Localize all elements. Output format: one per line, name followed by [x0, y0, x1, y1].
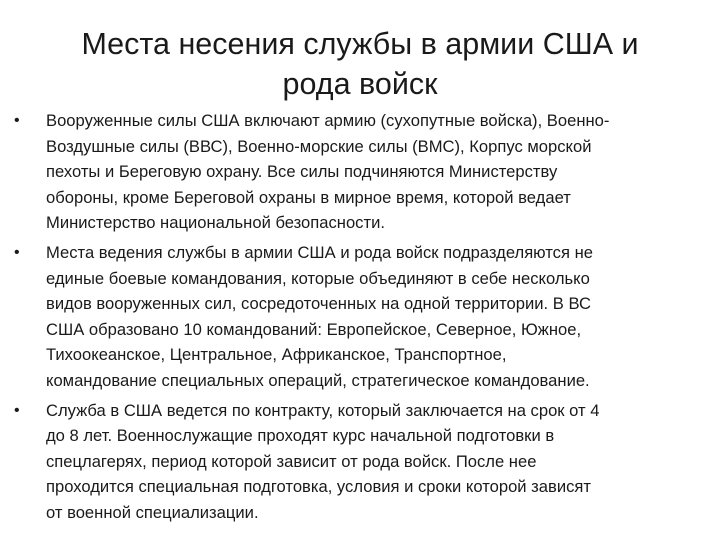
bullet-icon: • — [14, 112, 20, 129]
bullet-line: спецлагерях, период которой зависит от рода войск. После нее — [46, 451, 537, 471]
bullet-icon: • — [14, 401, 20, 419]
bullet-text — [46, 240, 714, 394]
bullet-line: Места ведения службы в армии США и рода войск подразделяются не — [46, 242, 593, 262]
bullet-icon: • — [14, 243, 20, 261]
bullet-text — [46, 398, 714, 526]
bullet-line: Министерство национальной безопасности. — [46, 213, 385, 233]
bullet-line: обороны, кроме Береговой охраны в мирное время, которой ведает — [46, 187, 571, 207]
title-line-2: рода войск — [282, 67, 438, 101]
bullet-line: видов вооруженных сил, сосредоточенных на одной территории. В ВС — [46, 294, 591, 314]
bullet-line: проходится специальная подготовка, условия и сроки которой зависят — [46, 477, 591, 497]
bullet-line: Служба в США ведется по контракту, который заключается на срок от 4 — [46, 400, 600, 420]
bullet-line: пехоты и Береговую охрану. Все силы подчиняются Министерству — [46, 162, 558, 182]
bullet-line: Вооруженные силы США включают армию (сухопутные войска), Военно- — [46, 111, 610, 130]
bullet-list — [14, 108, 714, 530]
bullet-text — [46, 108, 714, 236]
bullet-line: Тихоокеанское, Центральное, Африканское, Транспортное, — [46, 345, 507, 365]
bullet-line: Воздушные силы (ВВС), Военно-морские силы (ВМС), Корпус морской — [46, 136, 592, 156]
bullet-line: командование специальных операций, стратегическое командование. — [46, 370, 590, 390]
bullet-item — [14, 240, 714, 394]
bullet-line: до 8 лет. Военнослужащие проходят курс начальной подготовки в — [46, 426, 555, 446]
slide-title — [0, 24, 720, 104]
bullet-item — [14, 398, 714, 526]
bullet-line: от военной специализации. — [46, 502, 259, 522]
bullet-item — [14, 108, 714, 236]
bullet-line: единые боевые командования, которые объединяют в себе несколько — [46, 268, 590, 288]
title-line-1: Места несения службы в армии США и — [81, 27, 639, 61]
bullet-line: США образовано 10 командований: Европейское, Северное, Южное, — [46, 319, 582, 339]
